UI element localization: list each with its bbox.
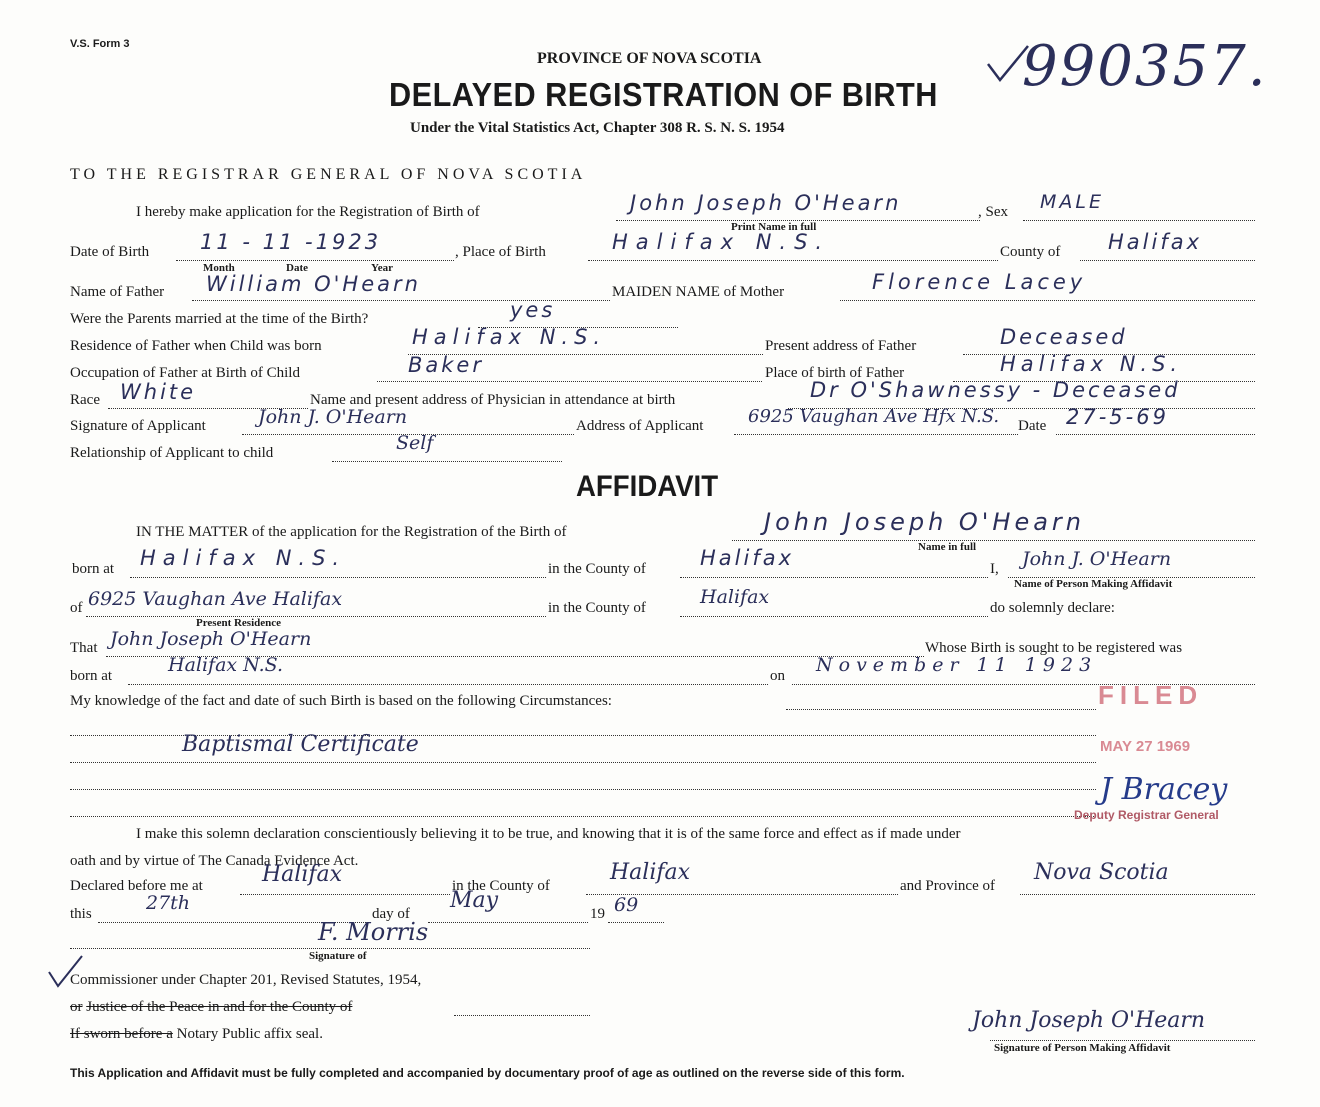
- affidavit-heading: AFFIDAVIT: [576, 470, 719, 503]
- father-address-label: Present address of Father: [765, 338, 917, 354]
- solemn-line-2: oath and by virtue of The Canada Evidence Act.: [70, 853, 359, 869]
- sex-value: MALE: [1040, 191, 1104, 213]
- applicant-sig-label: Signature of Applicant: [70, 418, 206, 434]
- day-value: 27th: [146, 892, 191, 914]
- province-value: Nova Scotia: [1034, 860, 1169, 885]
- father-birthplace-value: Halifax N.S.: [1000, 352, 1183, 376]
- declared-at-value: Halifax: [262, 862, 343, 887]
- this-label: this: [70, 906, 92, 922]
- on-label: on: [770, 668, 785, 684]
- commissioner-signature: F. Morris: [318, 918, 429, 946]
- that-name: John Joseph O'Hearn: [110, 628, 312, 650]
- solemn-line-1: I make this solemn declaration conscientiously believing it to be true, and knowing that it is of the same force and effect as if made under: [136, 826, 961, 842]
- in-county3-label: in the County of: [452, 878, 550, 894]
- registration-number: 990357.: [1022, 34, 1268, 99]
- whose-birth-label: Whose Birth is sought to be registered was: [925, 640, 1183, 656]
- pob-value: Halifax N.S.: [612, 230, 831, 254]
- declared-label: Declared before me at: [70, 878, 203, 894]
- occupation-value: Baker: [408, 353, 484, 377]
- race-label: Race: [70, 392, 100, 408]
- deponent-note: Name of Person Making Affidavit: [1014, 578, 1173, 590]
- physician-value: Dr O'Shawnessy - Deceased: [810, 378, 1181, 402]
- pob-label: , Place of Birth: [455, 244, 546, 260]
- relationship-label: Relationship of Applicant to child: [70, 445, 274, 461]
- matter-label: IN THE MATTER of the application for the Registration of the Birth of: [136, 524, 567, 540]
- child-name: John Joseph O'Hearn: [630, 191, 902, 215]
- date-label: Date: [286, 262, 308, 274]
- race-value: White: [120, 380, 197, 404]
- declare-label: do solemnly declare:: [990, 600, 1115, 616]
- year-label: Year: [371, 262, 393, 274]
- form-code: V.S. Form 3: [70, 38, 130, 50]
- form-subtitle: Under the Vital Statistics Act, Chapter 308 R. S. N. S. 1954: [410, 120, 785, 136]
- month-value: May: [450, 888, 499, 913]
- print-name-note: Print Name in full: [731, 221, 817, 233]
- father-residence-value: Halifax N.S.: [412, 325, 607, 349]
- application-date-label: Date: [1018, 418, 1047, 434]
- province-label: and Province of: [900, 878, 995, 894]
- footer-note: This Application and Affidavit must be fully completed and accompanied by documentary proof of age as outlined on the reverse side of this form.: [70, 1066, 905, 1080]
- applicant-address-value: 6925 Vaughan Ave Hfx N.S.: [748, 406, 1000, 427]
- in-county-label: in the County of: [548, 561, 646, 577]
- father-value: William O'Hearn: [206, 272, 421, 296]
- born-on-value: November 11 1923: [816, 654, 1098, 676]
- in-county2-label: in the County of: [548, 600, 646, 616]
- year-suffix: 69: [614, 894, 639, 916]
- checkmark-icon: [984, 40, 1034, 90]
- residence-value: 6925 Vaughan Ave Halifax: [88, 588, 343, 610]
- relationship-value: Self: [396, 432, 434, 454]
- province-heading: PROVINCE OF NOVA SCOTIA: [537, 50, 762, 67]
- father-residence-label: Residence of Father when Child was born: [70, 338, 322, 354]
- affidavit-child-name: John Joseph O'Hearn: [764, 508, 1086, 536]
- application-intro: I hereby make application for the Registration of Birth of: [136, 204, 480, 220]
- i-label: I,: [990, 561, 999, 577]
- born-at-value: Halifax N.S.: [140, 546, 347, 570]
- county-value-2: Halifax: [700, 586, 770, 608]
- year-prefix: 19: [590, 906, 605, 922]
- dob-label: Date of Birth: [70, 244, 150, 260]
- father-address-value: Deceased: [1000, 325, 1128, 349]
- county-value-1: Halifax: [700, 546, 795, 570]
- of-label: of: [70, 600, 83, 616]
- deponent-signature: John Joseph O'Hearn: [972, 1008, 1206, 1033]
- justice-or: or: [70, 999, 83, 1015]
- registrar-signature: J Bracey: [1100, 772, 1228, 807]
- form-title: DELAYED REGISTRATION OF BIRTH: [389, 76, 938, 113]
- day-of-label: day of: [372, 906, 410, 922]
- married-value: yes: [510, 298, 556, 322]
- filed-stamp: FILED: [1098, 680, 1204, 710]
- justice-line: Justice of the Peace in and for the County of: [86, 999, 353, 1015]
- applicant-address-label: Address of Applicant: [576, 418, 704, 434]
- occupation-label: Occupation of Father at Birth of Child: [70, 365, 300, 381]
- county-value: Halifax: [1108, 230, 1203, 254]
- born-at-label: born at: [72, 561, 115, 577]
- commissioner-line: Commissioner under Chapter 201, Revised Statutes, 1954,: [70, 972, 422, 988]
- application-date-value: 27-5-69: [1066, 405, 1169, 429]
- dob-value: 11 - 11 -1923: [200, 230, 382, 254]
- deponent-signature-label: Signature of Person Making Affidavit: [994, 1042, 1171, 1054]
- knowledge-label: My knowledge of the fact and date of such Birth is based on the following Circumstances:: [70, 693, 612, 709]
- county-label: County of: [1000, 244, 1061, 260]
- name-in-full-note: Name in full: [918, 541, 977, 553]
- circumstances-value: Baptismal Certificate: [182, 732, 419, 757]
- physician-label: Name and present address of Physician in attendance at birth: [310, 392, 676, 408]
- mother-label: MAIDEN NAME of Mother: [612, 284, 785, 300]
- born-at2-value: Halifax N.S.: [168, 654, 283, 676]
- notary-line: Notary Public affix seal.: [176, 1026, 323, 1042]
- county-value-3: Halifax: [610, 860, 691, 885]
- deponent-name: John J. O'Hearn: [1022, 548, 1172, 570]
- signature-of-label: Signature of: [309, 950, 367, 962]
- month-label: Month: [203, 262, 235, 274]
- father-birthplace-label: Place of birth of Father: [765, 365, 905, 381]
- mother-value: Florence Lacey: [872, 270, 1087, 294]
- addressee: TO THE REGISTRAR GENERAL OF NOVA SCOTIA: [70, 166, 587, 183]
- married-label: Were the Parents married at the time of the Birth?: [70, 311, 369, 327]
- registrar-title: Deputy Registrar General: [1074, 808, 1219, 822]
- sex-label: , Sex: [978, 204, 1008, 220]
- applicant-signature: John J. O'Hearn: [258, 406, 408, 428]
- notary-if: If sworn before a: [70, 1026, 173, 1042]
- born-at2-label: born at: [70, 668, 113, 684]
- that-label: That: [70, 640, 98, 656]
- father-label: Name of Father: [70, 284, 165, 300]
- filed-date: MAY 27 1969: [1100, 738, 1191, 755]
- residence-note: Present Residence: [196, 617, 282, 629]
